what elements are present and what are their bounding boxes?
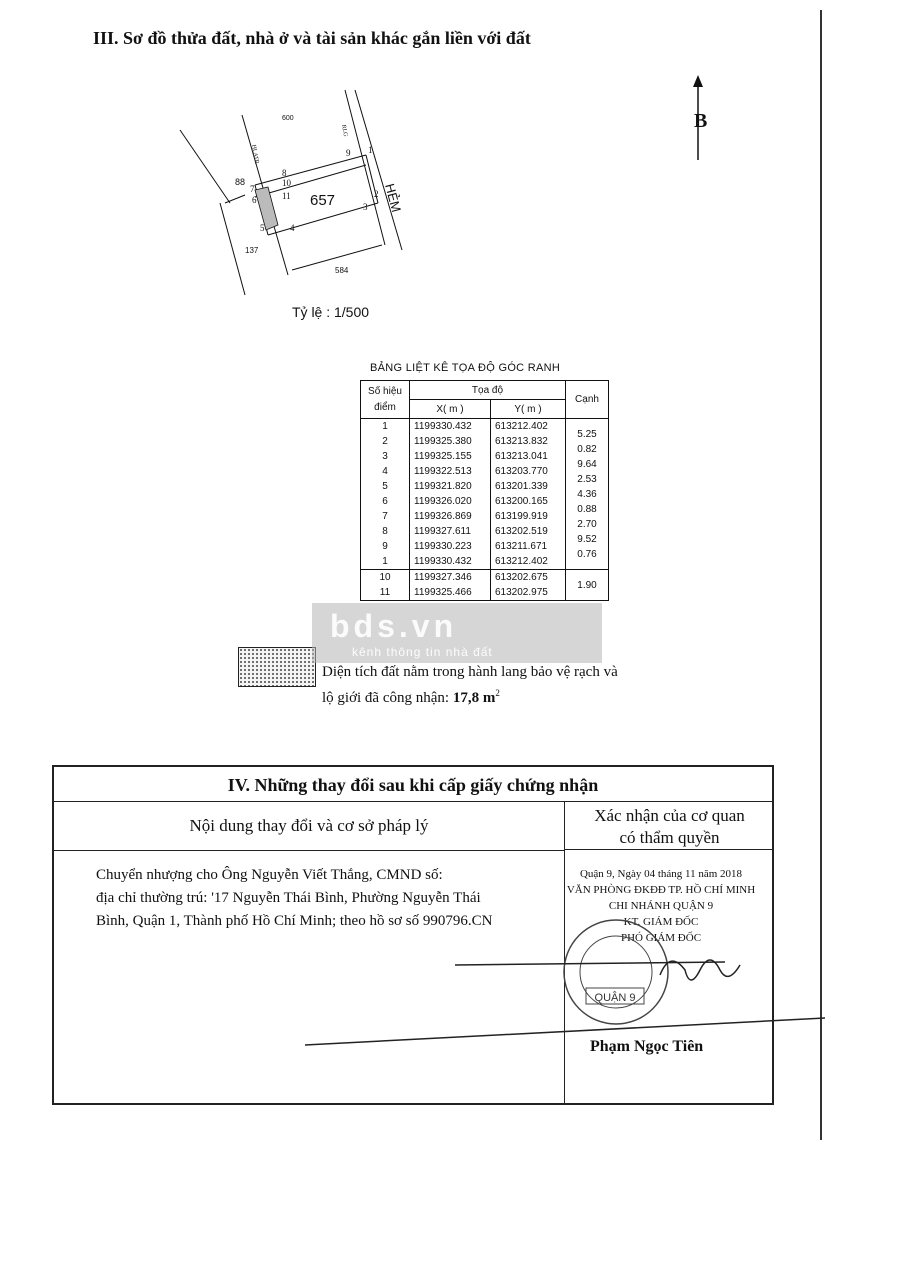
coord-cell-y: 613212.402 (491, 419, 566, 435)
coord-cell-point: 3 (361, 449, 410, 464)
coord-cell-edge (566, 449, 609, 470)
coord-cell-edge (566, 479, 609, 500)
change-line-3: Bình, Quận 1, Thành phố Hồ Chí Minh; theo hồ sơ số 990796.CN (96, 913, 493, 929)
coord-cell-point: 5 (361, 479, 410, 494)
confirm-office-2: CHI NHÁNH QUẬN 9 (608, 900, 714, 912)
header-edge: Cạnh (566, 381, 609, 419)
coord-cell-x: 1199325.155 (410, 449, 491, 464)
coord-table-body (361, 419, 609, 601)
edge-length: 4.36 (577, 489, 597, 500)
lane-label: HẺM (382, 181, 405, 214)
coord-cell-edge (566, 419, 609, 440)
neighbor-label-88: 88 (235, 177, 246, 187)
legend-area-sup: 2 (495, 688, 500, 698)
edge-length: 0.82 (577, 444, 597, 455)
coord-cell-y: 613201.339 (491, 479, 566, 494)
header-point: Số hiệu điểm (361, 381, 410, 419)
coord-cell-point: 4 (361, 464, 410, 479)
column-right-header (565, 802, 774, 850)
point-label-7: 7 (250, 184, 255, 194)
coord-cell-y: 613200.165 (491, 494, 566, 509)
coord-cell-edge (566, 464, 609, 485)
neighbor-label-600: 600 (282, 115, 294, 122)
coord-cell-point: 2 (361, 434, 410, 449)
coord-cell-y: 613202.519 (491, 524, 566, 539)
point-label-3: 3 (363, 202, 368, 212)
parcel-number: 657 (310, 192, 336, 209)
signature-strokes (305, 950, 825, 1060)
stamp-text: QUẬN 9 (594, 992, 636, 1004)
coord-row (361, 494, 609, 509)
coord-cell-x: 1199330.432 (410, 554, 491, 570)
north-label: B (694, 110, 708, 132)
coord-cell-y: 613202.975 (491, 585, 566, 601)
edge-length: 2.53 (577, 474, 597, 485)
coord-cell-y: 613199.919 (491, 509, 566, 524)
column-right-line-2: có thẩm quyền (619, 828, 720, 847)
coord-cell-y: 613211.671 (491, 539, 566, 554)
watermark-brand: bds.vn (330, 608, 458, 644)
point-label-10: 10 (282, 178, 291, 188)
coord-cell-edge (566, 434, 609, 455)
coord-cell-x: 1199327.346 (410, 570, 491, 586)
change-line-1: Chuyển nhượng cho Ông Nguyễn Viết Thắng, CMND số: (96, 867, 443, 883)
point-label-9: 9 (346, 148, 351, 158)
edge-length: 5.25 (577, 429, 597, 440)
coord-cell-x: 1199327.611 (410, 524, 491, 539)
coord-row (361, 449, 609, 464)
coord-cell-y: 613212.402 (491, 554, 566, 570)
point-label-8: 8 (282, 168, 287, 178)
coord-cell-edge (566, 585, 609, 601)
coord-cell-y: 613213.832 (491, 434, 566, 449)
coord-cell-y: 613203.770 (491, 464, 566, 479)
coord-cell-x: 1199330.432 (410, 419, 491, 435)
point-label-1: 1 (368, 145, 373, 155)
edge-length: 0.88 (577, 504, 597, 515)
legend-swatch (238, 647, 316, 687)
coord-cell-point: 8 (361, 524, 410, 539)
coord-cell-x: 1199326.020 (410, 494, 491, 509)
watermark-tagline: kênh thông tin nhà đất (352, 645, 493, 659)
coord-row (361, 585, 609, 601)
coord-cell-point: 10 (361, 570, 410, 586)
coord-cell-point: 7 (361, 509, 410, 524)
point-label-11: 11 (282, 191, 291, 201)
point-label-5: 5 (260, 223, 265, 233)
scale-label: Tỷ lệ : 1/500 (292, 304, 370, 320)
coord-cell-y: 613202.675 (491, 570, 566, 586)
coord-cell-point: 11 (361, 585, 410, 601)
coord-cell-point: 6 (361, 494, 410, 509)
point-label-2: 2 (374, 189, 379, 199)
legend-line-1: Diện tích đất nằm trong hành lang bảo vệ rạch và (322, 664, 618, 680)
coord-row (361, 554, 609, 570)
point-label-6: 6 (252, 195, 257, 205)
coord-table-title: BẢNG LIỆT KÊ TỌA ĐỘ GÓC RANH (370, 362, 561, 374)
signer-name: Phạm Ngọc Tiên (590, 1038, 704, 1055)
coord-cell-x: 1199321.820 (410, 479, 491, 494)
change-line-2: địa chỉ thường trú: '17 Nguyễn Thái Bình, Phường Nguyễn Thái (96, 890, 481, 906)
coord-cell-edge (566, 539, 609, 560)
confirm-office-1: VĂN PHÒNG ĐKĐĐ TP. HỒ CHÍ MINH (566, 884, 756, 896)
column-left-header: Nội dung thay đổi và cơ sở pháp lý (54, 802, 564, 851)
parcel-sketch (170, 85, 430, 300)
edge-length: 9.64 (577, 459, 597, 470)
coord-cell-point: 1 (361, 554, 410, 570)
coord-table (360, 380, 609, 601)
point-label-4: 4 (290, 223, 295, 233)
coord-row (361, 434, 609, 449)
legend-prefix: lộ giới đã công nhận: (322, 690, 453, 706)
coord-row (361, 464, 609, 479)
coord-cell-point: 1 (361, 419, 410, 435)
legend-line-2 (322, 683, 662, 709)
section-4-title: IV. Những thay đổi sau khi cấp giấy chứng nhận (54, 767, 772, 802)
legend-area: 17,8 m (452, 690, 496, 706)
coord-row (361, 509, 609, 524)
header-x: X( m ) (410, 400, 491, 419)
confirm-date: Quận 9, Ngày 04 tháng 11 năm 2018 (579, 868, 743, 880)
coord-cell-x: 1199330.223 (410, 539, 491, 554)
header-y: Y( m ) (491, 400, 566, 419)
neighbor-label-584: 584 (335, 266, 349, 275)
header-coord: Tọa độ (410, 381, 566, 400)
coord-cell-x: 1199325.380 (410, 434, 491, 449)
edge-label-rlg: RLG (340, 124, 349, 138)
coord-cell-y: 613213.041 (491, 449, 566, 464)
confirm-role-1: KT. GIÁM ĐỐC (623, 916, 699, 928)
edge-length: 1.90 (577, 580, 597, 591)
coord-cell-edge (566, 570, 609, 591)
coord-cell-x: 1199326.869 (410, 509, 491, 524)
coord-row (361, 479, 609, 494)
north-arrow-icon (690, 75, 720, 165)
edge-length: 2.70 (577, 519, 597, 530)
legend-text (322, 662, 662, 709)
coord-cell-x: 1199322.513 (410, 464, 491, 479)
column-right-line-1: Xác nhận của cơ quan (594, 806, 745, 825)
coord-cell-edge (566, 494, 609, 515)
edge-length: 9.52 (577, 534, 597, 545)
coord-row (361, 570, 609, 586)
coord-cell-point: 9 (361, 539, 410, 554)
coord-cell-edge (566, 509, 609, 530)
coord-cell-edge (566, 554, 609, 570)
neighbor-label-137: 137 (245, 246, 259, 255)
coord-cell-edge (566, 524, 609, 545)
coord-row (361, 419, 609, 435)
edge-length: 0.76 (577, 549, 597, 560)
edge-label-hlatr: HLATR (250, 144, 260, 165)
coord-cell-x: 1199325.466 (410, 585, 491, 601)
change-content (96, 864, 536, 933)
confirm-role-2: PHÓ GIÁM ĐỐC (620, 932, 702, 944)
coord-row (361, 539, 609, 554)
section-3-title: III. Sơ đồ thửa đất, nhà ở và tài sản khác gắn liền với đất (93, 28, 531, 48)
coord-row (361, 524, 609, 539)
